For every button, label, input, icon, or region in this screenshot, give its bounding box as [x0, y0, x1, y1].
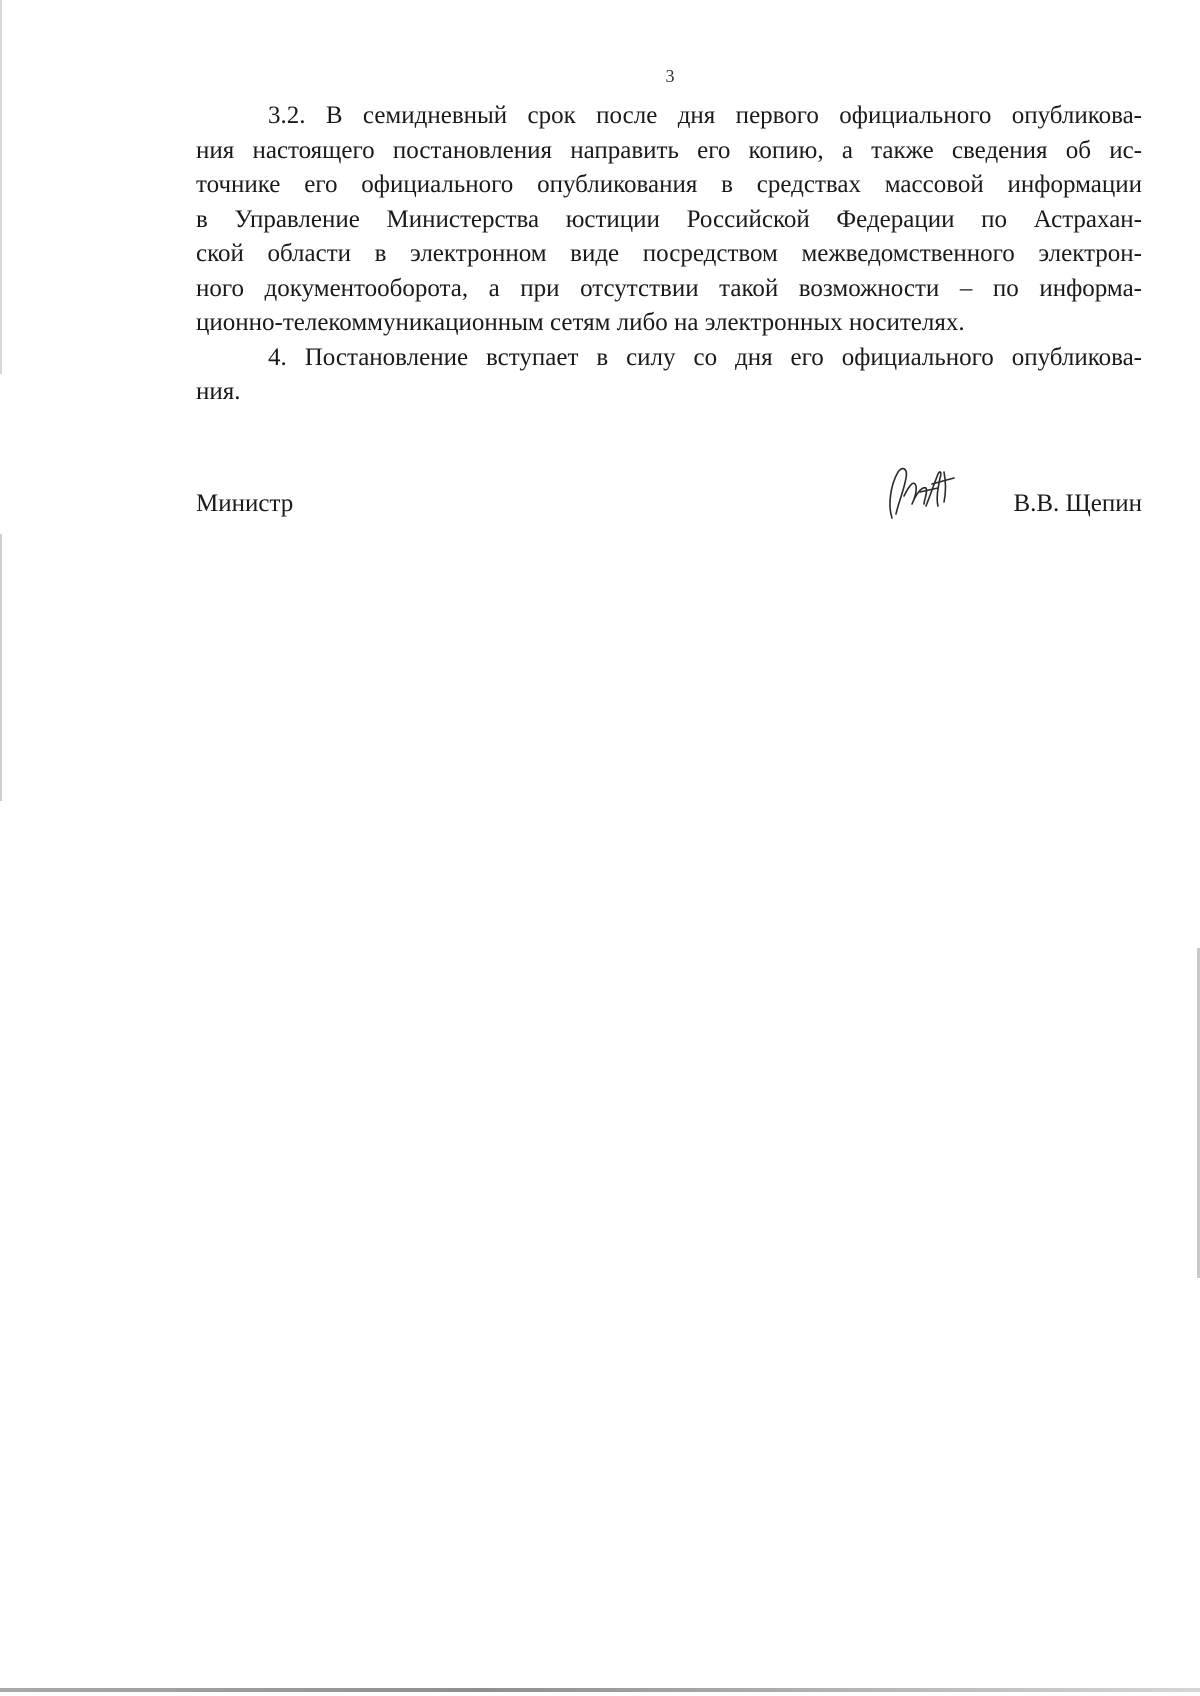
body-text	[196, 99, 1142, 410]
signatory-name: В.В. Щепин	[1013, 490, 1142, 517]
page-number: 3	[665, 66, 675, 86]
signature-block	[196, 490, 1142, 530]
handwritten-signature	[880, 462, 960, 524]
paragraph-4-line: 4. Постановление вступает в силу со дня его официального опубликова-	[268, 343, 1142, 371]
signatory-role: Министр	[196, 490, 294, 517]
scan-edge-left	[0, 0, 2, 890]
paragraph-3-2-line: точнике его официального опубликования в средствах массовой информации	[196, 171, 1142, 198]
paragraph-3-2-line: ного документооборота, а при отсутствии такой возможности – по информа-	[196, 274, 1142, 302]
paragraph-3-2-line: в Управление Министерства юстиции Российской Федерации по Астрахан-	[196, 205, 1142, 233]
paragraph-3-2-line: ской области в электронном виде посредством межведомственного электрон-	[196, 240, 1142, 267]
paragraph-3-2-line: ционно-телекоммуникационным сетям либо на электронных носителях.	[196, 309, 965, 336]
paragraph-3-2-line: ния настоящего постановления направить его копию, а также сведения об ис-	[196, 136, 1142, 164]
scan-edge-bottom	[0, 1688, 1200, 1692]
paragraph-3-2-line: 3.2. В семидневный срок после дня первого официального опубликова-	[268, 102, 1142, 129]
paragraph-4-line: ния.	[196, 378, 241, 405]
